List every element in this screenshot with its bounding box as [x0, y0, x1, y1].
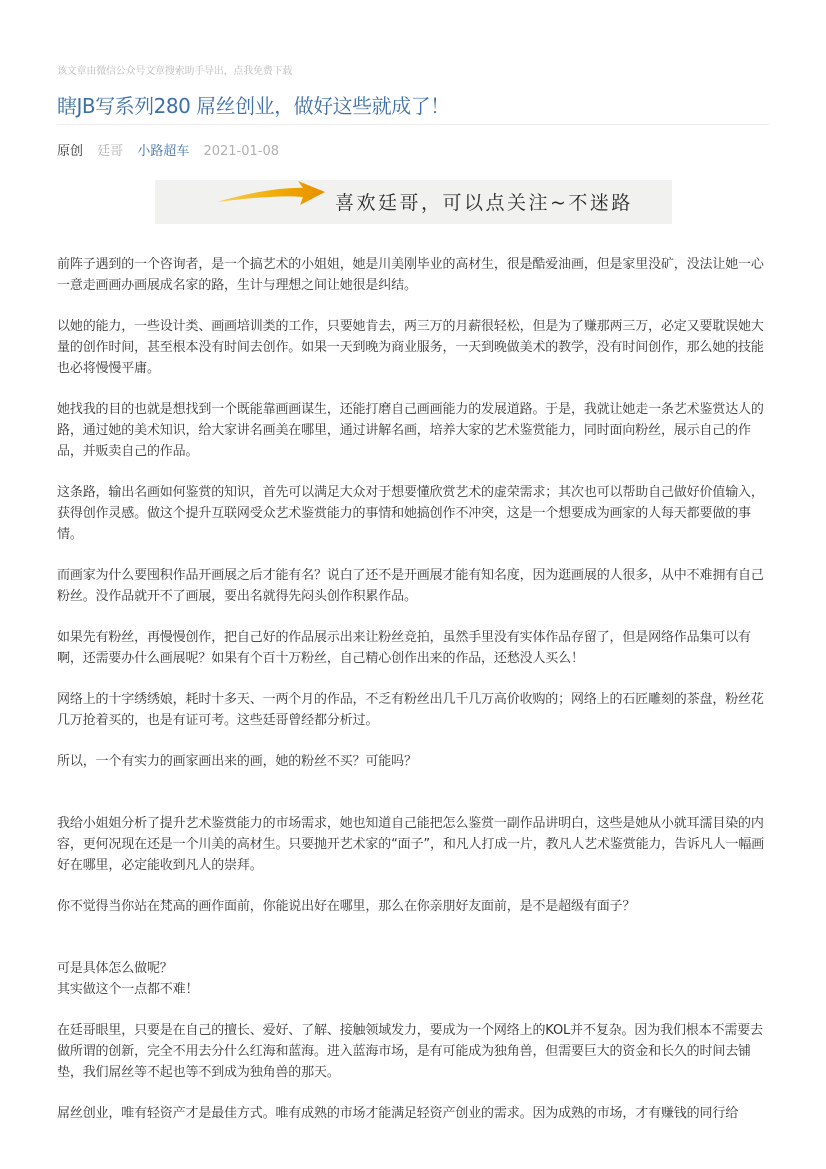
paragraph: 你不觉得当你站在梵高的画作面前，你能说出好在哪里，那么在你亲朋好友面前，是不是超级有面子？	[57, 899, 636, 914]
article-meta	[57, 140, 289, 159]
export-notice-link[interactable]: 该文章由微信公众号文章搜索助手导出，点我免费下载	[57, 66, 293, 77]
paragraph: 而画家为什么要囤积作品开画展之后才能有名？说白了还不是开画展才能有知名度，因为逛画展的人很多，从中不难拥有自己粉丝。没作品就开不了画展，要出名就得先闷头创作积累作品。	[57, 568, 764, 604]
paragraph: 这条路，输出名画如何鉴赏的知识，首先可以满足大众对于想要懂欣赏艺术的虚荣需求；其次也可以帮助自己做好价值输入，获得创作灵感。做这个提升互联网受众艺术鉴赏能力的事情和她搞创作不冲突，这是一个想要成为画家的人每天都要做的事情。	[57, 485, 764, 542]
follow-banner	[155, 180, 672, 224]
paragraph: 其实做这个一点都不难！	[57, 982, 199, 997]
account-name-link[interactable]: 小路超车	[137, 144, 190, 159]
paragraph: 网络上的十字绣绣娘，耗时十多天、一两个月的作品，不乏有粉丝出几千几万高价收购的；网络上的石匠雕刻的茶盘，粉丝花几万抢着买的，也是有证可考。这些廷哥曾经都分析过。	[57, 692, 764, 728]
paragraph: 我给小姐姐分析了提升艺术鉴赏能力的市场需求，她也知道自己能把怎么鉴赏一副作品讲明白，这些是她从小就耳濡目染的内容，更何况现在还是一个川美的高材生。只要抛开艺术家的“面子”，和凡人打成一片，教凡人艺术鉴赏能力，告诉凡人一幅画好在哪里，必定能收到凡人的崇拜。	[57, 816, 765, 873]
paragraph: 可是具体怎么做呢？	[57, 961, 173, 976]
original-label: 原创	[57, 144, 84, 159]
article-title: 瞎JB写系列280 屌丝创业，做好这些就成了！	[57, 94, 450, 118]
paragraph: 所以，一个有实力的画家画出来的画，她的粉丝不买？可能吗？	[57, 754, 417, 769]
paragraph: 前阵子遇到的一个咨询者，是一个搞艺术的小姐姐，她是川美刚毕业的高材生，很是酷爱油画，但是家里没矿，没法让她一心一意走画画办画展成名家的路，生计与理想之间让她很是纠结。	[57, 257, 764, 293]
publish-date: 2021-01-08	[203, 144, 280, 159]
paragraph: 在廷哥眼里，只要是在自己的擅长、爱好、了解、接触领域发力，要成为一个网络上的KOL并不复杂。因为我们根本不需要去做所谓的创新，完全不用去分什么红海和蓝海。进入蓝海市场，是有可能成为独角兽，但需要巨大的资金和长久的时间去铺垫，我们屌丝等不起也等不到成为独角兽的那天。	[57, 1023, 763, 1080]
title-divider	[57, 124, 769, 125]
paragraph: 她找我的目的也就是想找到一个既能靠画画谋生，还能打磨自己画画能力的发展道路。于是，我就让她走一条艺术鉴赏达人的路，通过她的美术知识，给大家讲名画美在哪里，通过讲解名画，培养大家的艺术鉴赏能力，同时面向粉丝，展示自己的作品，并贩卖自己的作品。	[57, 402, 764, 459]
paragraph: 如果先有粉丝，再慢慢创作，把自己好的作品展示出来让粉丝竞拍，虽然手里没有实体作品存留了，但是网络作品集可以有啊，还需要办什么画展呢？如果有个百十万粉丝，自己精心创作出来的作品，还愁没人买么！	[57, 630, 751, 666]
article-body	[57, 254, 769, 1144]
paragraph: 以她的能力，一些设计类、画画培训类的工作，只要她肯去，两三万的月薪很轻松，但是为了赚那两三万，必定又要耽误她大量的创作时间，甚至根本没有时间去创作。如果一天到晚为商业服务，一天到晚做美术的教学，没有时间创作，那么她的技能也必将慢慢平庸。	[57, 319, 764, 376]
paragraph: 屌丝创业，唯有轻资产才是最佳方式。唯有成熟的市场才能满足轻资产创业的需求。因为成熟的市场，才有赚钱的同行给	[57, 1106, 739, 1121]
banner-text: 喜欢廷哥，可以点关注~不迷路	[335, 192, 633, 214]
author-name: 廷哥	[97, 144, 124, 159]
